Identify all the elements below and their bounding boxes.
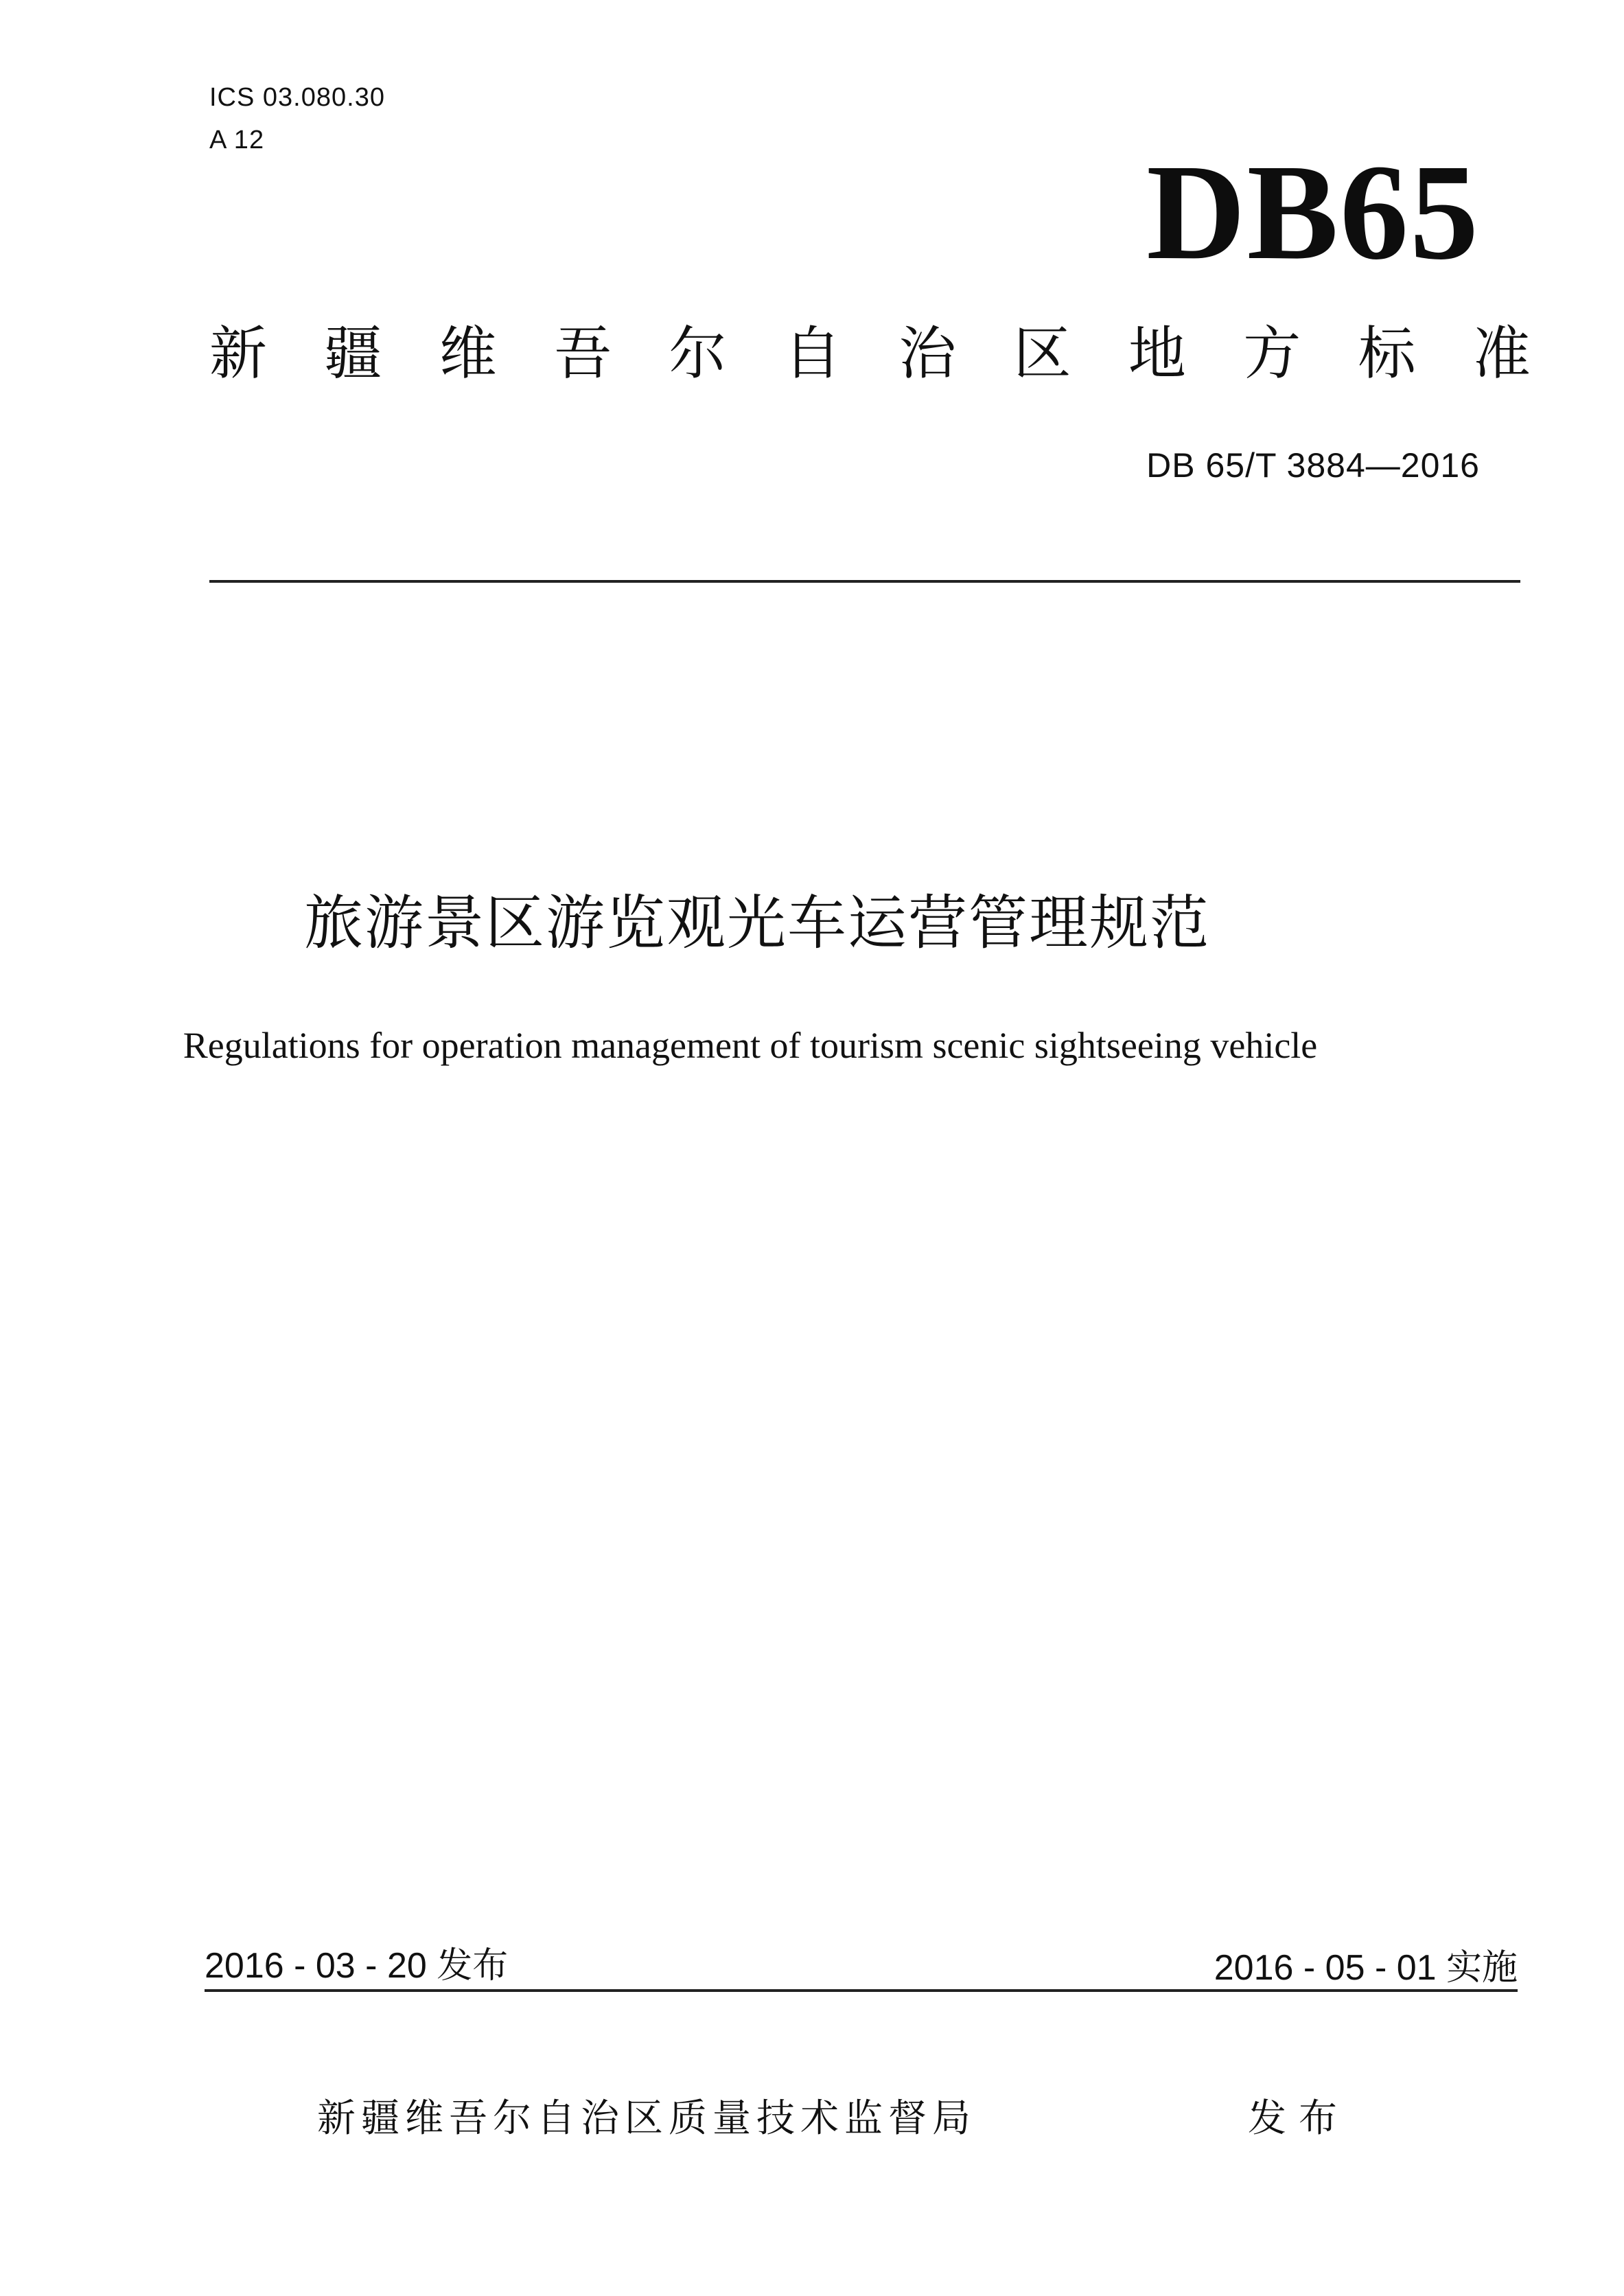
classification-code: A 12 — [209, 126, 265, 154]
standard-type-char: 新 — [209, 320, 268, 387]
issue-date: 2016 - 03 - 20 发布 — [205, 1946, 509, 1986]
standard-type-char: 标 — [1358, 320, 1416, 387]
implementation-date: 2016 - 05 - 01 实施 — [1214, 1948, 1518, 1988]
standard-type-char: 维 — [439, 320, 497, 387]
standard-type-char: 区 — [1013, 320, 1071, 387]
standard-type-char: 地 — [1128, 320, 1186, 387]
ics-code: ICS 03.080.30 — [209, 83, 385, 112]
top-divider — [209, 580, 1520, 583]
standard-type-char: 方 — [1243, 320, 1301, 387]
standard-type-char: 疆 — [324, 320, 382, 387]
db65-logo: DB65 — [1146, 137, 1480, 288]
standard-type-char: 自 — [783, 320, 842, 387]
standard-type-heading — [209, 319, 1531, 388]
standard-type-char: 治 — [898, 320, 957, 387]
title-english: Regulations for operation management of tourism scenic sightseeing vehicle — [183, 1025, 1318, 1066]
standard-type-char: 吾 — [554, 320, 612, 387]
standard-type-char: 准 — [1472, 320, 1531, 387]
title-chinese: 旅游景区游览观光车运营管理规范 — [304, 889, 1210, 958]
publisher-name: 新疆维吾尔自治区质量技术监督局 — [317, 2096, 976, 2141]
bottom-divider — [205, 1989, 1518, 1992]
standard-type-char: 尔 — [669, 320, 727, 387]
publish-label: 发布 — [1248, 2096, 1349, 2141]
standard-number: DB 65/T 3884—2016 — [1146, 446, 1480, 485]
